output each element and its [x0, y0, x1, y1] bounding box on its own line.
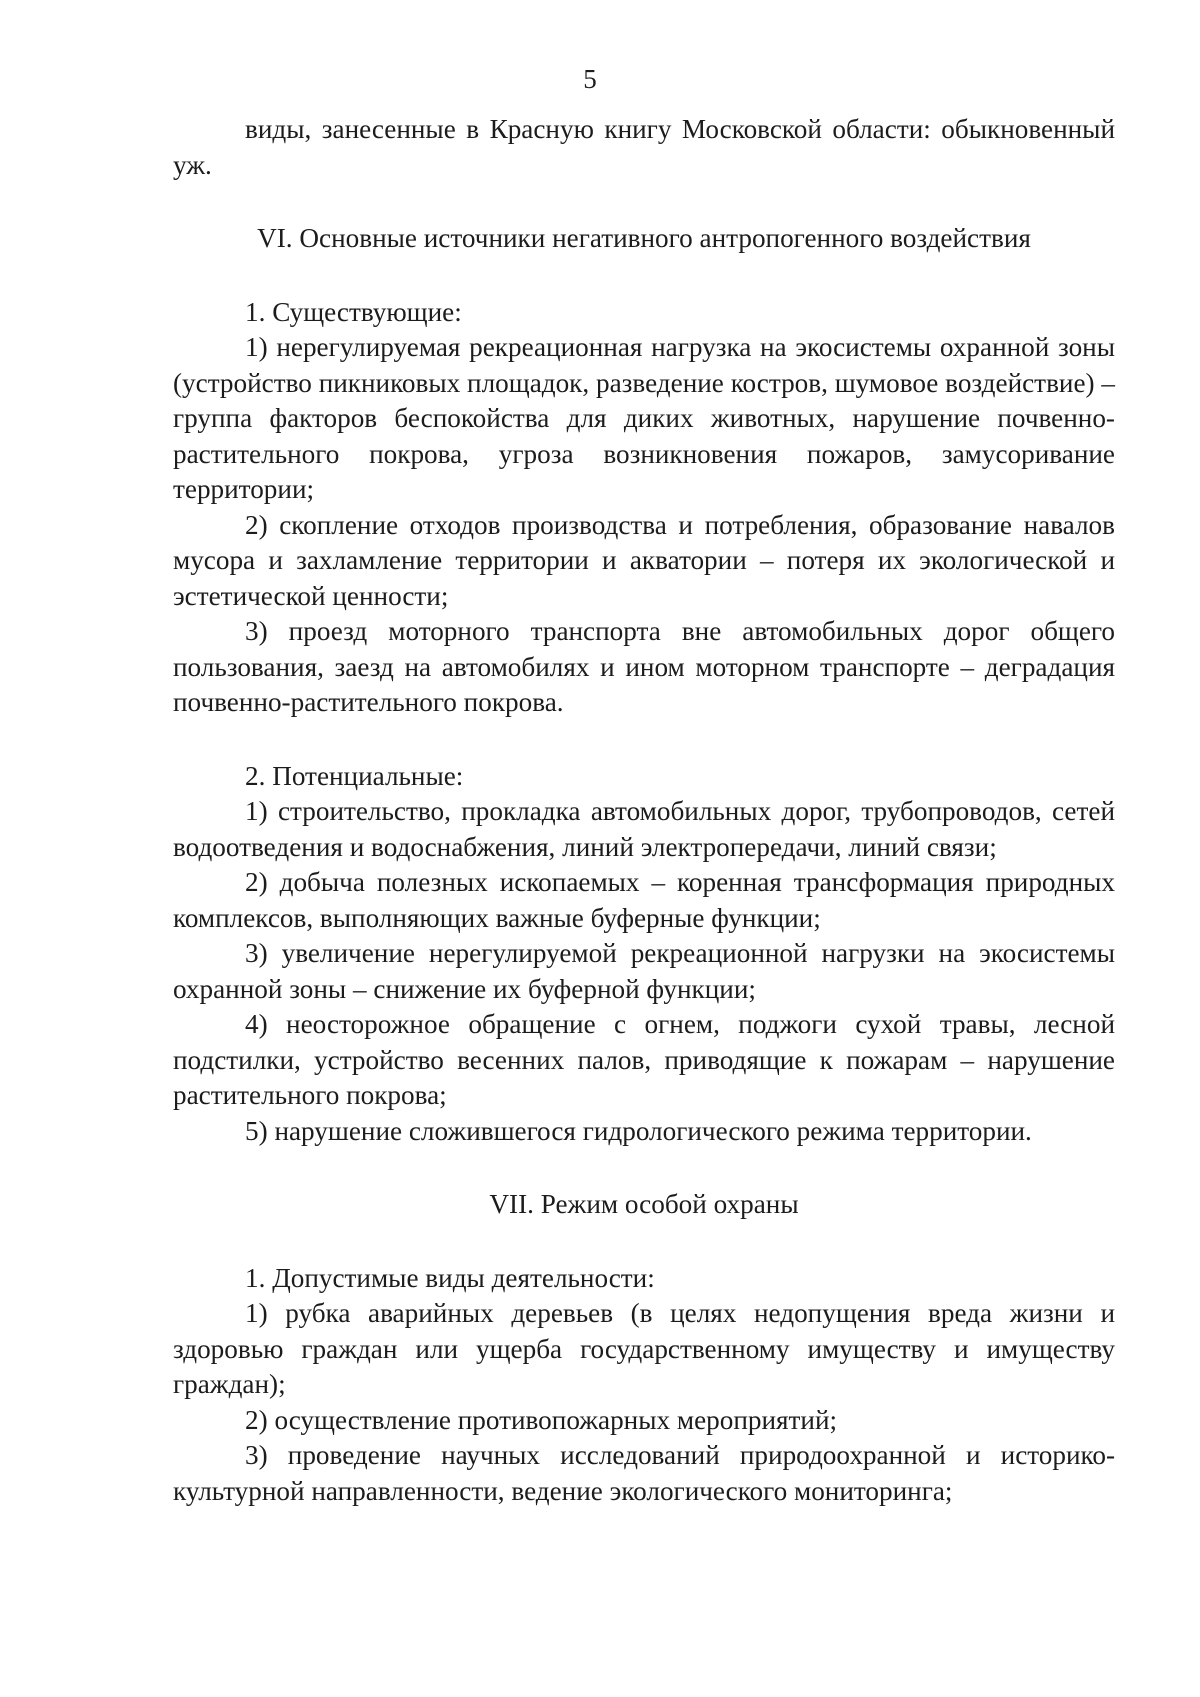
intro-continuation-paragraph: виды, занесенные в Красную книгу Московской области: обыкновенный уж.: [173, 114, 1115, 180]
section-6-group-1-item-2: 2) скопление отходов производства и потребления, образование навалов мусора и захламление территории и акватории – потеря их экологической и эстетической ценности;: [173, 509, 1115, 611]
section-6-group-1-item-3: 3) проезд моторного транспорта вне автомобильных дорог общего пользования, заезд на автомобилях и ином моторном транспорте – деградация почвенно-растительного покрова.: [173, 616, 1115, 717]
section-6-group-2-heading: 2. Потенциальные:: [245, 760, 464, 791]
section-6-group-2-item-1: 1) строительство, прокладка автомобильных дорог, трубопроводов, сетей водоотведения и водоснабжения, линий электропередачи, линий связи;: [173, 796, 1115, 862]
spacer: [173, 1149, 1115, 1187]
section-6-group-2-item-4: 4) неосторожное обращение с огнем, поджоги сухой травы, лесной подстилки, устройство весенних палов, приводящие к пожарам – нарушение растительного покрова;: [173, 1009, 1115, 1110]
spacer: [173, 183, 1115, 221]
spacer: [173, 257, 1115, 295]
section-7-group-1-heading: 1. Допустимые виды деятельности:: [245, 1262, 655, 1293]
spacer: [173, 721, 1115, 759]
section-6-group-1-item-1: 1) нерегулируемая рекреационная нагрузка на экосистемы охранной зоны (устройство пикниковых площадок, разведение костров, шумовое воздействие) – группа факторов беспокойства для диких животных, нарушение почвенно-растительного покрова, угроза возникновения пожаров, замусоривание территории;: [173, 332, 1115, 504]
section-6-group-1-heading: 1. Существующие:: [245, 296, 462, 327]
page-number: 5: [583, 64, 597, 94]
section-7-group-1-item-1: 1) рубка аварийных деревьев (в целях недопущения вреда жизни и здоровью граждан или ущерба государственному имуществу и имуществу граждан);: [173, 1298, 1115, 1399]
section-7-group-1-item-2: 2) осуществление противопожарных мероприятий;: [245, 1404, 838, 1435]
section-7-title: VII. Режим особой охраны: [489, 1189, 799, 1219]
section-7-group-1-item-3: 3) проведение научных исследований природоохранной и историко-культурной направленности, ведение экологического мониторинга;: [173, 1440, 1115, 1506]
section-6-title: VI. Основные источники негативного антропогенного воздействия: [257, 223, 1031, 253]
spacer: [173, 1223, 1115, 1261]
section-6-group-2-item-5: 5) нарушение сложившегося гидрологического режима территории.: [245, 1115, 1032, 1146]
document-body: [173, 112, 1115, 1509]
section-6-group-2-item-2: 2) добыча полезных ископаемых – коренная трансформация природных комплексов, выполняющих важные буферные функции;: [173, 867, 1115, 933]
section-6-group-2-item-3: 3) увеличение нерегулируемой рекреационной нагрузки на экосистемы охранной зоны – снижение их буферной функции;: [173, 938, 1115, 1004]
